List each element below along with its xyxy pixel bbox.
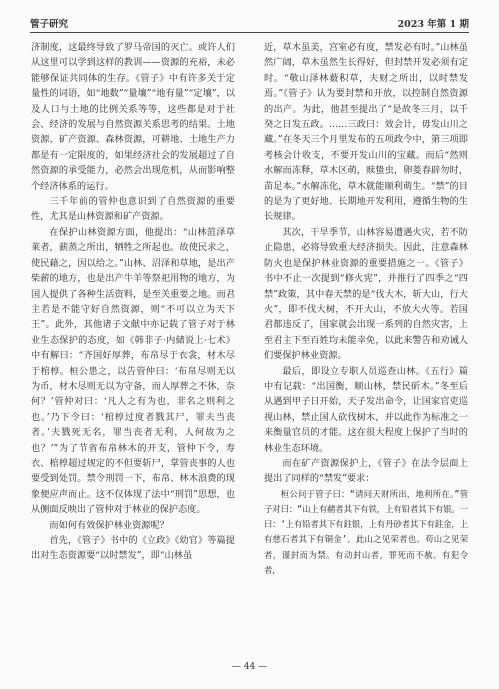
issue-label: 2023 年第 1 期 — [397, 19, 469, 30]
page-number: — 44 — — [231, 662, 268, 672]
paragraph: 在保护山林资源方面，他提出：“山林菹泽草莱者，薪蒸之所出，牺牲之所起也。故使民求之，使民藉之，因以给之。”山林、沼泽和草地，是出产柴薪的地方，也是出产牛羊等祭祀用物的地方，为国人提供了各种生活资料，是至关重要之地。而君主若是不能守好自然资源，则“不可以立为天下王”。此外，其他诸子文献中亦记载了管子对于林业生态保护的态度，如《韩非子·内储说上·七术》中有解曰：“齐国好厚葬，布帛尽于衣衾，材木尽于棺椁。桓公患之，以告管仲曰：‘布帛尽则无以为币，材木尽则无以为守备，而人厚葬之不休，奈何？’管仲对曰：‘凡人之有为也，非名之则利之也。’乃下令曰：‘棺椁过度者戮其尸，罪夫当丧者。’夫戮死无名，罪当丧者无利，人何故为之也？’”为了节省布帛林木的开支，管仲下令，寿衣、棺椁超过规定的不但要斩尸，掌管丧事的人也要受到处罚。禁令刑罚一下，布帛、林木浪费的现象便应声而止。这不仅体现了法中“刑罚”思想，也从侧面反映出了管仲对于林业的保护态度。 — [31, 226, 235, 516]
paragraph: 而如何有效保护林业资源呢？ — [49, 519, 169, 531]
paragraph: 而在矿产资源保护上，《管子》在法令层面上提出了同样的“禁发”要求： — [264, 457, 468, 485]
journal-title: 管子研究 — [30, 19, 69, 30]
left-column — [31, 40, 235, 652]
block-quote: 桓公问于管子曰：“请问天财所出，地利所在。”管子对曰：“山上有赭者其下有铁，上有铅者其下有银。一曰：‘上有铅者其下有鉒银，上有丹砂者其下有鉒金，上有慈石者其下有铜金’。此山之见荣者也。苟山之见荣者，谨封而为禁。有动封山者，罪死而不赦。有犯令者， — [264, 488, 468, 575]
right-column — [264, 40, 468, 652]
running-header — [30, 10, 469, 30]
paragraph: 济制度，这最终导致了罗马帝国的灭亡。或许人们从这里可以学到这样的教训——资源的充裕，未必能够保证共同体的生存。《管子》中有许多关于定量性的词语，如“地数”“量壤”“地有量”“定壤”，以及人口与土地的比例关系等等，这些都是对于社会、经济的发展与自然资源关系思考的结果。土地资源、矿产资源、森林资源，可耕地、土地生产力都是有一定限度的，如果经济社会的发展超过了自然资源的承受能力，必然会出现危机，从而影响整个经济体系的运行。 — [31, 42, 235, 192]
paragraph: 近，草木虽美，宫室必有度，禁发必有时。”山林虽然广阔，草木虽然生长得好，但封禁开发必须有定时。“敬山泽林薮积草，夫财之所出，以时禁发焉。”《管子》认为要封禁和开放，以控制自然资源的出产。为此，他甚至提出了“是故冬三月，以千癸之日发五政。……三政曰：效会计，毋发山川之藏。”在冬天三个月里发布的五项政令中，第三项即考核会计收支，不要开发山川的宝藏。而后“然则水解而冻释，草木区萌，赎蛰虫，卵菱春辟勿时，苗足本。”水解冻化，草木就能顺利萌生。“禁”的目的是为了更好地、长期地开发利用，遵循生物的生长规律。 — [264, 42, 468, 223]
page-footer — [0, 659, 499, 675]
paragraph: 其次，干旱季节，山林容易遭遇火灾，若不防止隐患，必将导致重大经济损失。因此，注意森林防火也是保护林业资源的重要措施之一。《管子》书中不止一次提到“修火宪”，并推行了四季之“四禁”政策，其中春天禁的是“伐大木，斩大山，行大火”，即不伐大树，不开大山，不放大火等。若国君都违反了，国家就会出现一系列的自然灾害，上至君主下至百姓均未能幸免，以此来警告和劝诫人们要保护林业资源。 — [264, 226, 468, 362]
header-rule — [30, 32, 469, 33]
paragraph: 三千年前的管仲也意识到了自然资源的重要性，尤其是山林资源和矿产资源。 — [31, 196, 235, 223]
paragraph: 最后，即设立专职人员巡查山林。《五行》篇中有记载：“出国衡，顺山林，禁民斫木。”冬至后从遇到甲子日开始，天子发出命令，让国家官吏巡视山林，禁止国人砍伐树木，并以此作为标准之一来衡量官员的才能。这在很大程度上保护了当时的林业生态环境。 — [264, 365, 468, 454]
paragraph: 首先，《管子》书中的《立政》《幼官》等篇提出对生态资源要“以时禁发”，即“山林虽 — [31, 535, 235, 562]
